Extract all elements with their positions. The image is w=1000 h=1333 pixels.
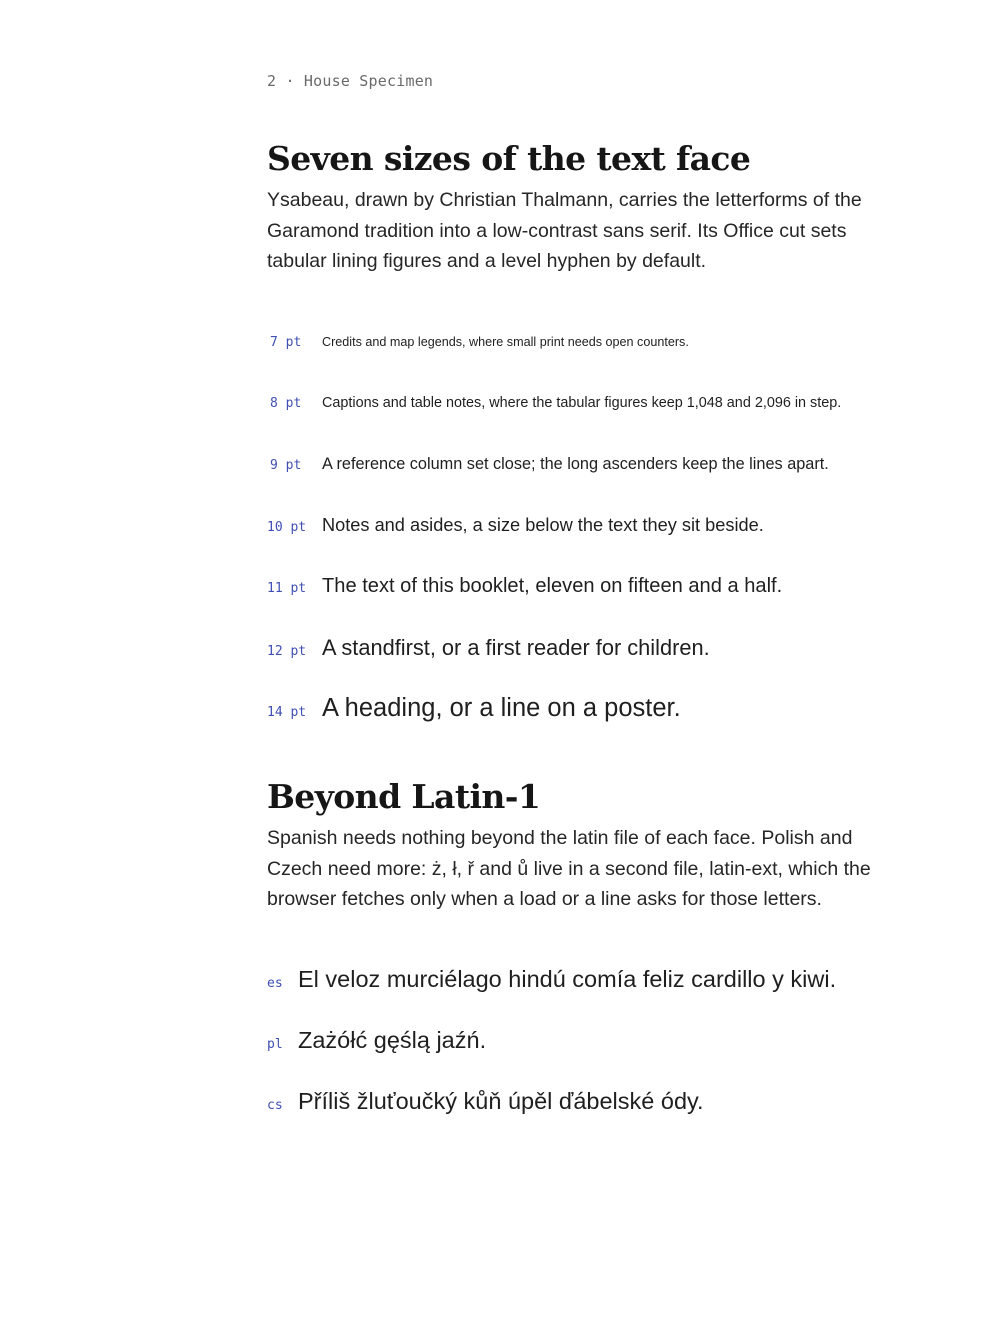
size-row-7pt	[267, 335, 907, 365]
size-sample: Captions and table notes, where the tabular figures keep 1,048 and 2,096 in step.	[322, 395, 842, 411]
lang-sample: Příliš žluťoučký kůň úpěl ďábelské ódy.	[298, 1088, 704, 1114]
latin-lede: Spanish needs nothing beyond the latin file of each face. Polish and Czech need more: ż, ł, ř and ů live in a second file, latin-ext, which the browser fetches only when a load or a line asks for those letters.	[267, 827, 871, 910]
size-label: 14 pt	[267, 705, 307, 720]
lang-code: es	[267, 976, 283, 991]
size-sample: Credits and map legends, where small print needs open counters.	[322, 335, 689, 349]
lang-code: pl	[267, 1037, 283, 1052]
section-heading-sizes: Seven sizes of the text face	[267, 139, 751, 178]
size-row-14pt	[267, 694, 907, 724]
size-sample: A standfirst, or a first reader for children.	[322, 635, 710, 660]
section-heading-latin: Beyond Latin-1	[267, 777, 541, 816]
size-label: 9 pt	[270, 458, 302, 473]
sizes-lede: Ysabeau, drawn by Christian Thalmann, carries the letterforms of the Garamond tradition into a low-contrast sans serif. Its Office cut sets tabular lining figures and a level hyphen by default.	[267, 189, 862, 272]
size-label: 12 pt	[267, 644, 307, 659]
lang-row-es	[267, 966, 907, 993]
lang-row-pl	[267, 1027, 907, 1054]
size-label: 8 pt	[270, 396, 302, 411]
size-row-8pt	[267, 395, 907, 425]
lang-code: cs	[267, 1098, 283, 1113]
size-sample: A heading, or a line on a poster.	[322, 694, 681, 722]
size-label: 11 pt	[267, 581, 307, 596]
size-row-11pt	[267, 575, 907, 605]
size-row-12pt	[267, 635, 907, 665]
size-sample: Notes and asides, a size below the text they sit beside.	[322, 515, 764, 535]
size-sample: A reference column set close; the long ascenders keep the lines apart.	[322, 455, 829, 473]
size-row-9pt	[267, 455, 907, 485]
running-head: 2 · House Specimen	[267, 72, 434, 90]
lang-row-cs	[267, 1088, 907, 1115]
size-sample: The text of this booklet, eleven on fifteen and a half.	[322, 575, 783, 597]
lang-sample: El veloz murciélago hindú comía feliz cardillo y kiwi.	[298, 966, 837, 992]
size-row-10pt	[267, 515, 907, 545]
lang-sample: Zażółć gęślą jaźń.	[298, 1027, 487, 1053]
size-label: 7 pt	[270, 335, 302, 350]
size-label: 10 pt	[267, 520, 307, 535]
